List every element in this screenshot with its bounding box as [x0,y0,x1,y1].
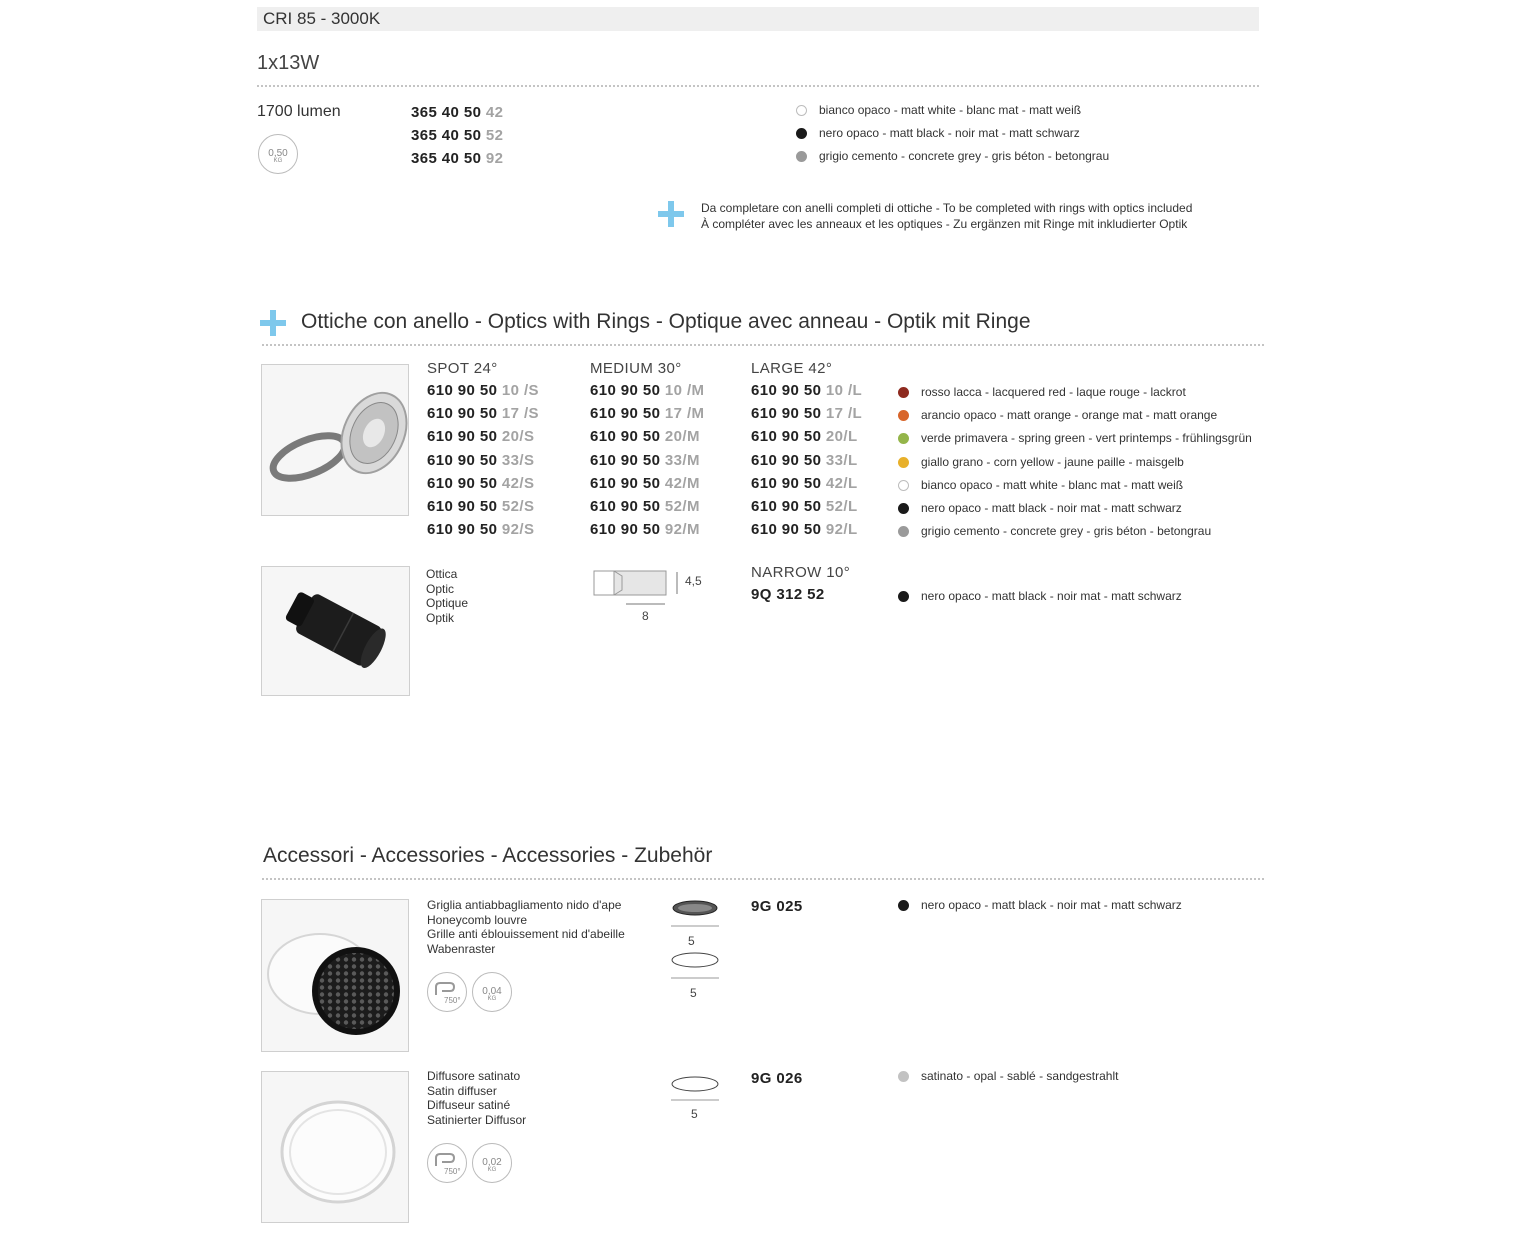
color-option: grigio cemento - concrete grey - gris béton - betongrau [898,520,1252,543]
temperature-value: 750° [444,1167,461,1176]
narrow-optic-photo [261,566,410,696]
honeycomb-photo [261,899,409,1052]
plus-icon [260,310,286,336]
fixture-color-list [796,99,1109,169]
dimension-width: 8 [642,609,649,623]
weight-unit: KG [487,1167,497,1173]
dimension-thickness: 5 [690,986,697,1000]
temperature-icon [427,972,467,1012]
optic-name: Optik [426,610,455,625]
optics-color-list [898,381,1252,543]
completion-note [701,200,1192,232]
narrow-code-column [751,564,850,606]
accessory-name: Satin diffuser [427,1083,497,1098]
color-swatch [898,387,909,398]
weight-unit: KG [487,996,497,1002]
product-code: 610 90 50 92/M [590,521,700,539]
weight-icon [472,972,512,1012]
weight-value: 0,02 [482,1157,502,1168]
accessory-name: Diffuseur satiné [427,1098,511,1112]
color-option: nero opaco - matt black - noir mat - matt schwarz [796,122,1109,145]
product-code: 9G 026 [751,1070,803,1087]
accessory-name: Satinierter Diffusor [427,1112,527,1127]
diffuser-dimension-drawing [668,1072,722,1102]
product-code: 610 90 50 20/M [590,428,700,446]
color-option: arancio opaco - matt orange - orange mat - matt orange [898,404,1252,427]
note-line: À compléter avec les anneaux et les optiques - Zu ergänzen mit Ringe mit inkludierter Optik [701,217,1188,231]
color-swatch [898,591,909,602]
color-option: nero opaco - matt black - noir mat - matt schwarz [898,585,1182,608]
product-code: 610 90 50 52/S [427,498,535,516]
code-column-spot [427,360,539,541]
column-heading: SPOT 24° [427,360,498,377]
product-code: 610 90 50 52/L [751,498,858,516]
color-option: bianco opaco - matt white - blanc mat - matt weiß [898,474,1252,497]
dimension-thickness: 5 [691,1107,698,1121]
diffuser-photo [261,1071,409,1223]
optic-ring-photo [261,364,409,516]
color-swatch [898,900,909,911]
weight-icon [258,134,298,174]
product-code: 610 90 50 20/S [427,428,535,446]
color-option: verde primavera - spring green - vert printemps - frühlingsgrün [898,427,1252,450]
product-code: 610 90 50 17 /S [427,405,539,423]
narrow-color-list [898,585,1182,608]
section-header-band [257,7,1259,31]
color-option: bianco opaco - matt white - blanc mat - matt weiß [796,99,1109,122]
accessory-name: Griglia antiabbagliamento nido d'ape [427,898,622,912]
accessory-color-list [898,1065,1118,1088]
color-swatch [796,105,807,116]
color-option: satinato - opal - sablé - sandgestrahlt [898,1065,1118,1088]
color-swatch [898,433,909,444]
weight-value: 0,04 [482,986,502,997]
color-swatch [898,1071,909,1082]
optic-names [426,567,468,625]
product-code: 610 90 50 42/M [590,474,700,492]
product-code: 610 90 50 92/S [427,521,535,539]
product-code: 610 90 50 10 /L [751,382,863,399]
product-code: 610 90 50 17 /M [590,405,705,423]
dimension-thickness: 5 [688,934,695,948]
plus-icon [658,201,684,227]
product-code: 9Q 312 52 [751,586,825,603]
product-code: 610 90 50 33/S [427,451,535,469]
color-swatch [898,526,909,537]
color-swatch [796,128,807,139]
color-swatch [898,457,909,468]
product-code: 365 40 50 92 [411,150,504,168]
weight-icon [472,1143,512,1183]
product-code: 610 90 50 10 /M [590,382,705,399]
divider [262,878,1264,880]
color-swatch [898,410,909,421]
accessory-names [427,1069,526,1127]
product-code: 610 90 50 17 /L [751,405,863,423]
accessory-color-list [898,894,1182,917]
divider [262,344,1264,346]
product-code: 610 90 50 92/L [751,521,858,539]
product-code: 610 90 50 42/S [427,474,535,492]
divider [257,85,1259,87]
product-code: 610 90 50 10 /S [427,382,539,399]
accessory-name: Honeycomb louvre [427,912,528,927]
optic-name: Optique [426,596,469,610]
optic-name: Ottica [426,567,458,581]
optics-title: Ottiche con anello - Optics with Rings - Optique avec anneau - Optik mit Ringe [301,310,1031,333]
weight-unit: KG [273,158,283,164]
product-code: 365 40 50 52 [411,127,504,145]
accessory-name: Wabenraster [427,941,496,956]
column-heading: LARGE 42° [751,360,833,377]
lumen-label: 1700 lumen [257,103,341,120]
accessory-name: Grille anti éblouissement nid d'abeille [427,927,625,941]
dimension-height: 4,5 [685,574,702,588]
product-code: 610 90 50 52/M [590,498,700,516]
optic-dimension-drawing [590,566,682,606]
color-swatch [898,480,909,491]
color-swatch [898,503,909,514]
column-heading: NARROW 10° [751,564,851,581]
column-heading: MEDIUM 30° [590,360,682,377]
accessories-title: Accessori - Accessories - Accessories - Zubehör [263,844,713,867]
section-title: CRI 85 - 3000K [263,9,381,28]
temperature-value: 750° [444,996,461,1005]
product-code: 365 40 50 42 [411,104,504,121]
color-option: nero opaco - matt black - noir mat - matt schwarz [898,894,1182,917]
temperature-icon [427,1143,467,1183]
note-line: Da completare con anelli completi di ottiche - To be completed with rings with optics included [701,201,1193,215]
product-code: 610 90 50 33/L [751,451,858,469]
product-code: 9G 025 [751,898,803,915]
honeycomb-dimension-drawing [668,898,722,998]
color-option: grigio cemento - concrete grey - gris béton - betongrau [796,145,1109,168]
code-column-large [751,360,862,541]
color-option: nero opaco - matt black - noir mat - matt schwarz [898,497,1252,520]
product-code: 610 90 50 20/L [751,428,858,446]
accessory-name: Diffusore satinato [427,1069,521,1083]
color-swatch [796,151,807,162]
color-option: rosso lacca - lacquered red - laque rouge - lackrot [898,381,1252,404]
accessory-names [427,898,625,956]
fixture-code-list [411,101,503,171]
weight-value: 0,50 [268,148,288,159]
optic-name: Optic [426,581,455,596]
color-option: giallo grano - corn yellow - jaune paille - maisgelb [898,451,1252,474]
product-code: 610 90 50 33/M [590,451,700,469]
power-heading: 1x13W [257,52,320,74]
code-column-medium [590,360,704,541]
product-code: 610 90 50 42/L [751,474,858,492]
